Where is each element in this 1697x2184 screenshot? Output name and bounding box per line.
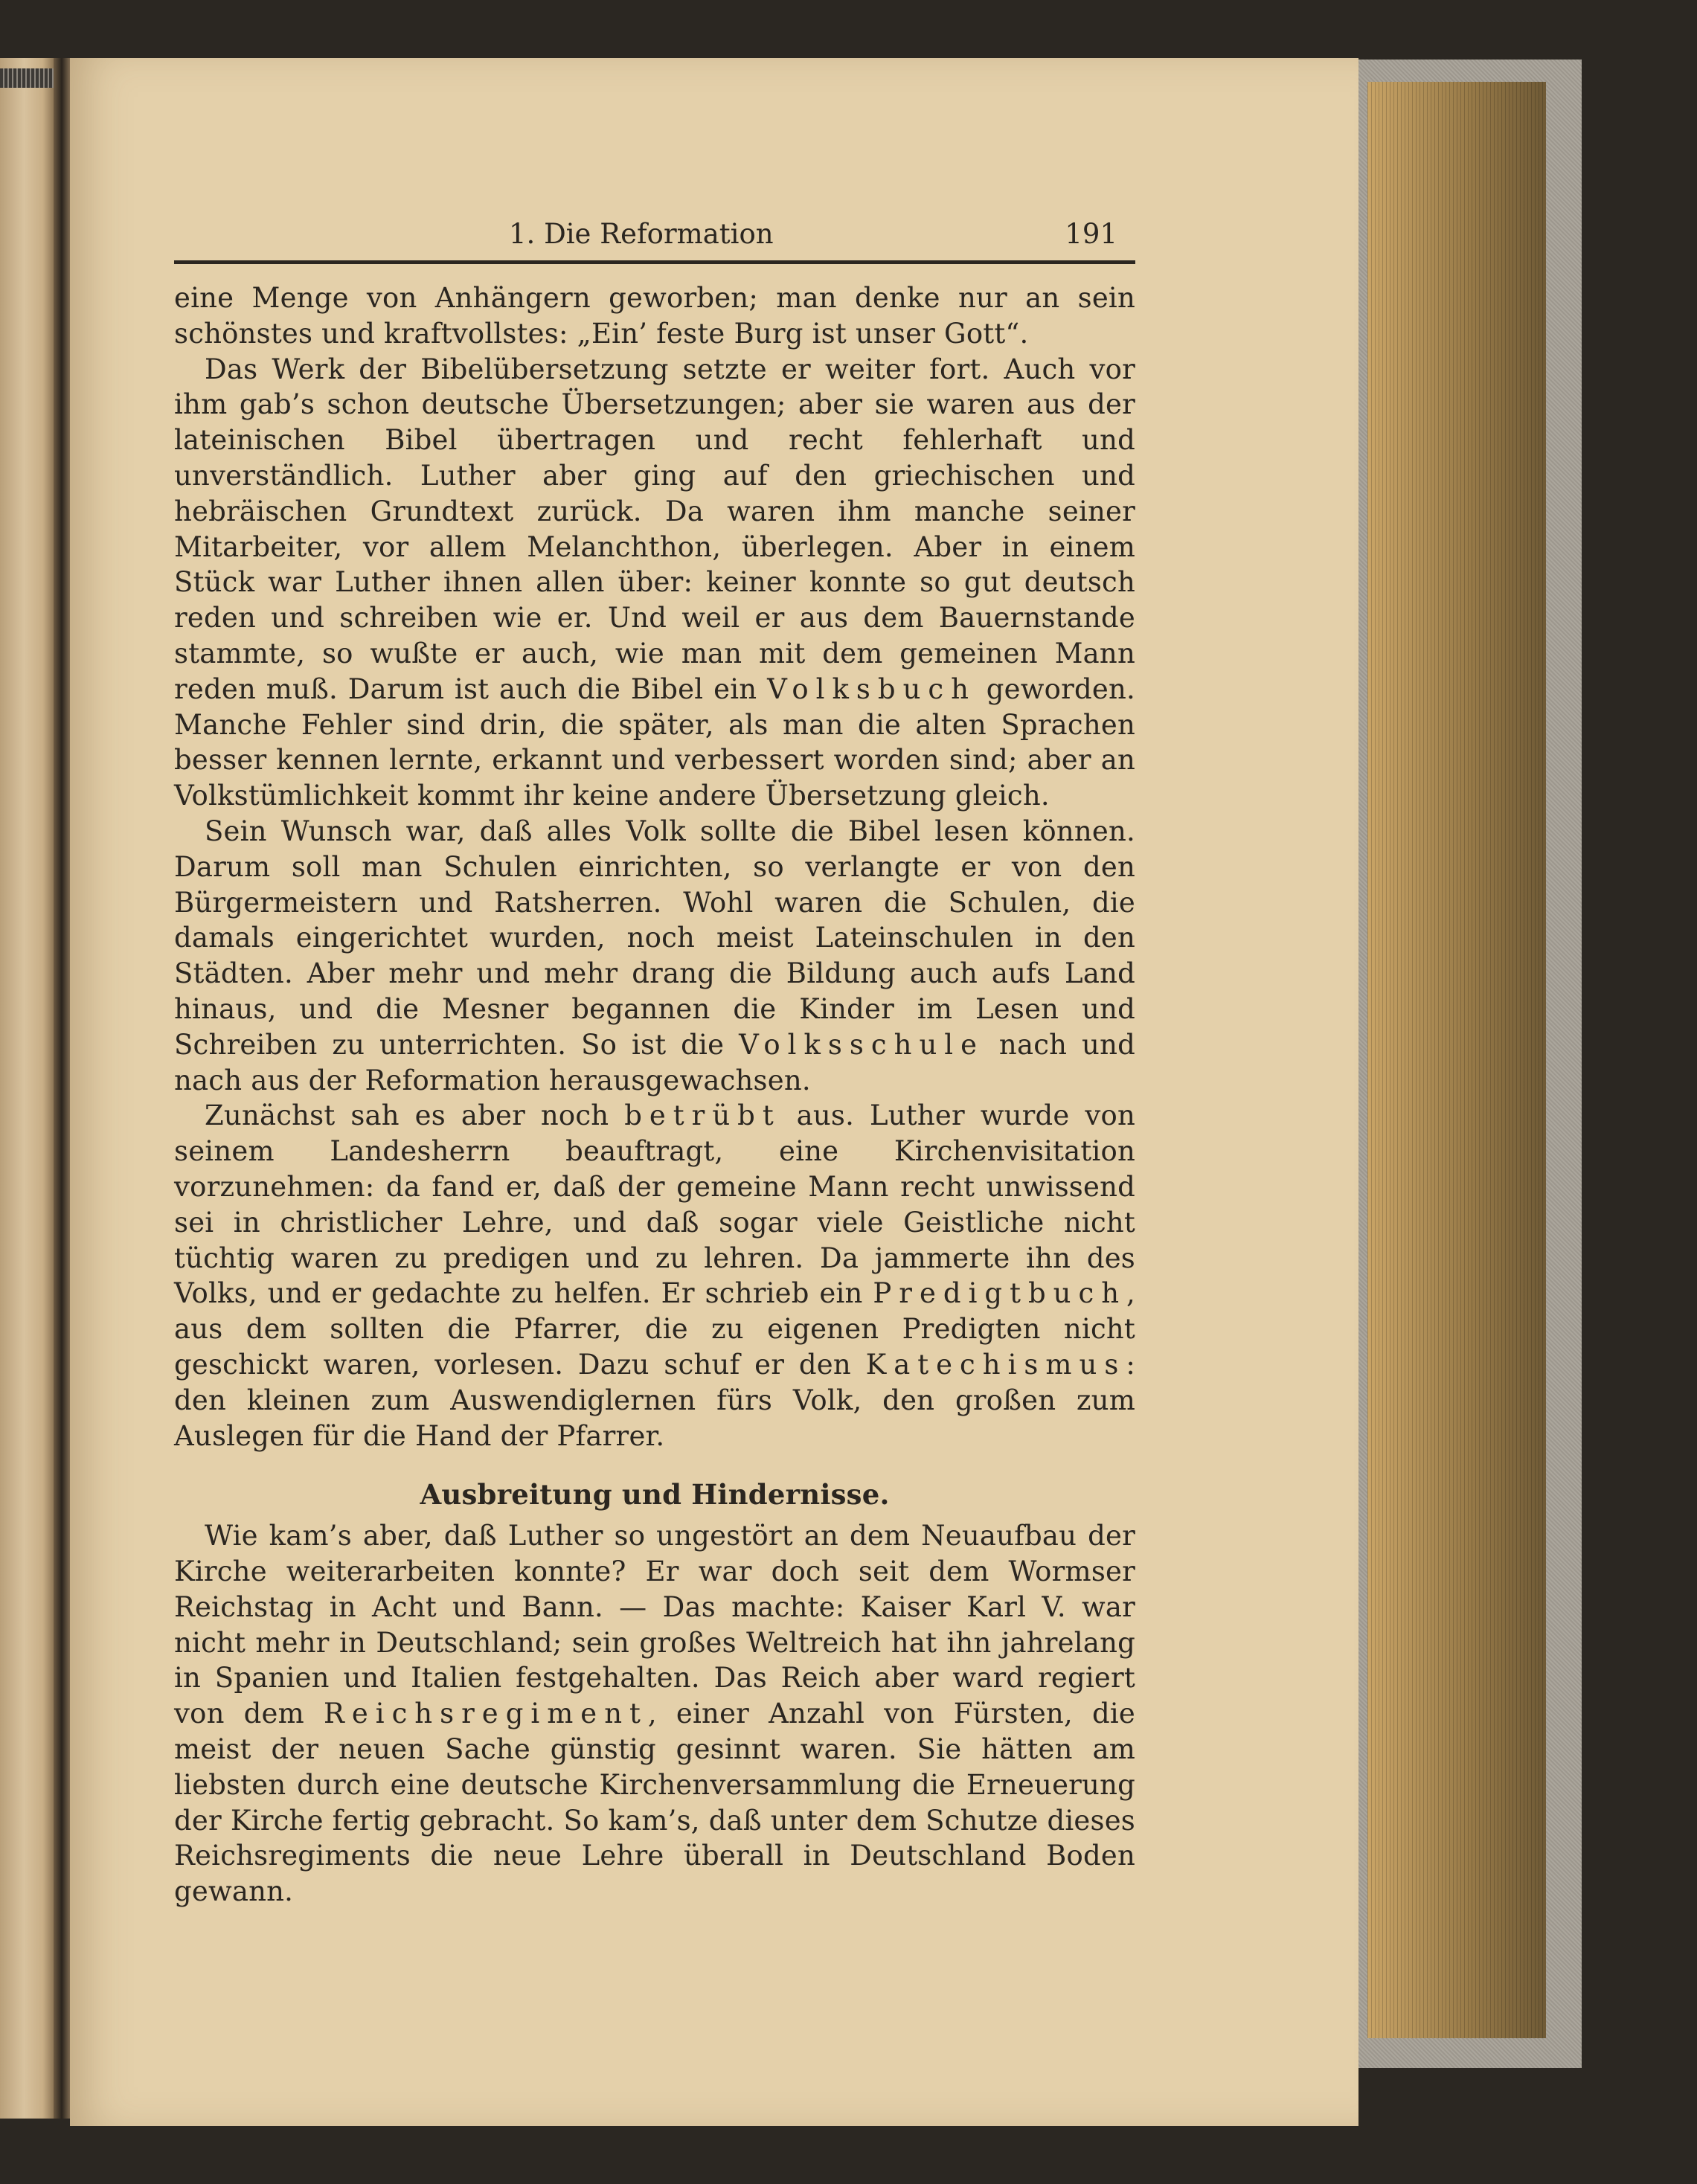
section-heading: Ausbreitung und Hindernisse. [420,1478,890,1512]
paragraph-5-text: Wie kam’s aber, daß Luther so ungestört an dem Neuaufbau der Kirche weiterarbeiten konnte? Er war doch seit dem Wormser Reichstag in Acht und Bann. — Das machte: Kaiser Karl V. war nicht mehr in Deutschland; sein großes Weltreich hat ihn jahrelang in Spanien und Italien festgehalten. Das Reich aber ward regiert von dem [174,1520,1135,1730]
emphasis-katechismus: Katechismus [865,1348,1126,1381]
paragraph-4 [174,1098,1135,1454]
paragraph-2-text: Das Werk der Bibelübersetzung setzte er weiter fort. Auch vor ihm gab’s schon deutsche Übersetzungen; aber sie waren aus der lateinischen Bibel übertragen und recht fehlerhaft und unverständlich. Luther aber ging auf den griechischen und hebräischen Grundtext zurück. Da waren ihm manche seiner Mitarbeiter, vor allem Melanchthon, überlegen. Aber in einem Stück war Luther ihnen allen über: keiner konnte so gut deutsch reden und schreiben wie er. Und weil er aus dem Bauernstande stammte, so wußte er auch, wie man mit dem gemeinen Mann reden muß. Darum ist auch die Bibel ein [174,353,1135,705]
emphasis-volksbuch: Volksbuch [767,672,976,705]
paragraph-4-text: Zunächst sah es aber noch [205,1099,625,1132]
paragraph-1 [174,280,1135,352]
chapter-title: 1. Die Reformation [509,218,774,250]
paragraph-2-tail: geworden. Manche Fehler sind drin, die später, als man die alten Sprachen besser kennen lernte, erkannt und verbessert worden sind; aber an Volkstümlichkeit kommt ihr keine andere Übersetzung gleich. [174,672,1135,812]
left-page-edge [0,58,54,2119]
paragraph-4-tail-3: : den kleinen zum Auswendiglernen fürs Volk, den großen zum Auslegen für die Hand der Pfarrer. [174,1348,1135,1452]
page-content [174,212,1135,1910]
running-head [174,212,1135,257]
paragraph-3-tail: nach und nach aus der Reformation herausgewachsen. [174,1028,1135,1096]
emphasis-volksschule: Volksschule [739,1028,985,1061]
body-text [174,280,1135,1910]
paragraph-1-text: eine Menge von Anhängern geworben; man denke nur an sein schönstes und kraftvollstes: „Ein’ feste Burg ist unser Gott“. [174,282,1135,350]
paragraph-4-tail: aus. Luther wurde von seinem Landesherrn beauftragt, eine Kirchenvisitation vorzunehmen: da fand er, daß der gemeine Mann recht unwissend sei in christlicher Lehre, und daß sogar viele Geistliche nicht tüchtig waren zu predigen und zu lehren. Da jammerte ihn des Volks, und er gedachte zu helfen. Er schrieb ein [174,1099,1135,1310]
book-gutter [54,58,70,2119]
paragraph-5-tail: , einer Anzahl von Fürsten, die meist der neuen Sache günstig gesinnt waren. Sie hätten am liebsten durch eine deutsche Kirchenversammlung die Erneuerung der Kirche fertig gebracht. So kam’s, daß unter dem Schutze dieses Reichsregiments die neue Lehre überall in Deutschland Boden gewann. [174,1698,1135,1908]
header-rule [174,260,1135,264]
emphasis-reichsregiment: Reichsregiment [323,1698,648,1730]
emphasis-predigtbuch: Predigtbuch [873,1277,1127,1310]
paragraph-4-tail-2: , aus dem sollten die Pfarrer, die zu eigenen Predigten nicht geschickt waren, vorlesen. Dazu schuf er den [174,1277,1135,1381]
page-edges [1367,82,1546,2038]
emphasis-betruebt: betrübt [624,1099,781,1132]
page-number: 191 [1065,218,1117,250]
paragraph-2 [174,352,1135,814]
paragraph-3-text: Sein Wunsch war, daß alles Volk sollte die Bibel lesen können. Darum soll man Schulen einrichten, so verlangte er von den Bürgermeistern und Ratsherren. Wohl waren die Schulen, die damals eingerichtet wurden, noch meist Lateinschulen in den Städten. Aber mehr und mehr drang die Bildung auch aufs Land hinaus, und die Mesner begannen die Kinder im Lesen und Schreiben zu unterrichten. So ist die [174,815,1135,1061]
paragraph-5 [174,1518,1135,1910]
paragraph-3 [174,814,1135,1098]
